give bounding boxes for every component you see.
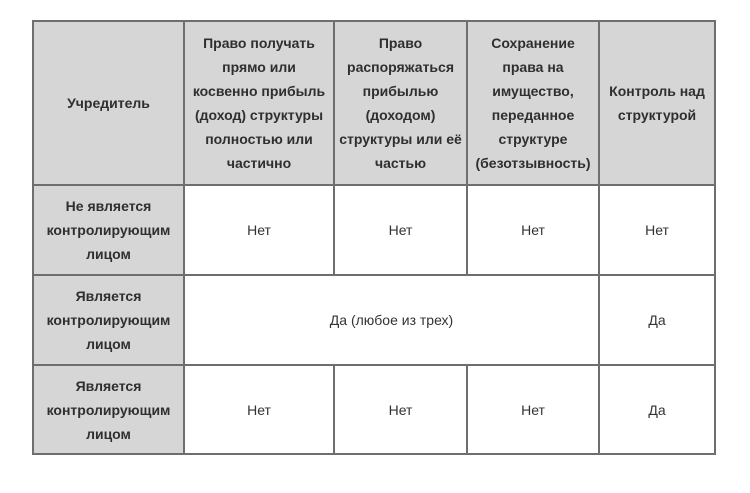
header-control: Контроль над структурой xyxy=(599,21,715,185)
table-row xyxy=(33,365,715,454)
merged-cell-value: Да (любое из трех) xyxy=(184,275,599,365)
row-founder-label: Является контролирующим лицом xyxy=(33,365,184,454)
cell-value: Да xyxy=(599,365,715,454)
cell-value: Нет xyxy=(467,365,599,454)
controlling-person-table xyxy=(32,20,716,455)
cell-value: Нет xyxy=(599,185,715,275)
row-founder-label: Не является контролирующим лицом xyxy=(33,185,184,275)
header-row xyxy=(33,21,715,185)
cropped-caption-line xyxy=(30,487,730,493)
table-row xyxy=(33,185,715,275)
cell-value: Нет xyxy=(184,185,334,275)
header-right-to-dispose-profit: Право распоряжаться прибылью (доходом) структуры или её частью xyxy=(334,21,467,185)
cell-value: Да xyxy=(599,275,715,365)
header-right-to-receive-profit: Право получать прямо или косвенно прибыль (доход) структуры полностью или частично xyxy=(184,21,334,185)
header-founder: Учредитель xyxy=(33,21,184,185)
cell-value: Нет xyxy=(467,185,599,275)
header-property-rights-retention: Сохранение права на имущество, переданное структуре (безотзывность) xyxy=(467,21,599,185)
cell-value: Нет xyxy=(184,365,334,454)
table-row xyxy=(33,275,715,365)
cell-value: Нет xyxy=(334,185,467,275)
cell-value: Нет xyxy=(334,365,467,454)
row-founder-label: Является контролирующим лицом xyxy=(33,275,184,365)
